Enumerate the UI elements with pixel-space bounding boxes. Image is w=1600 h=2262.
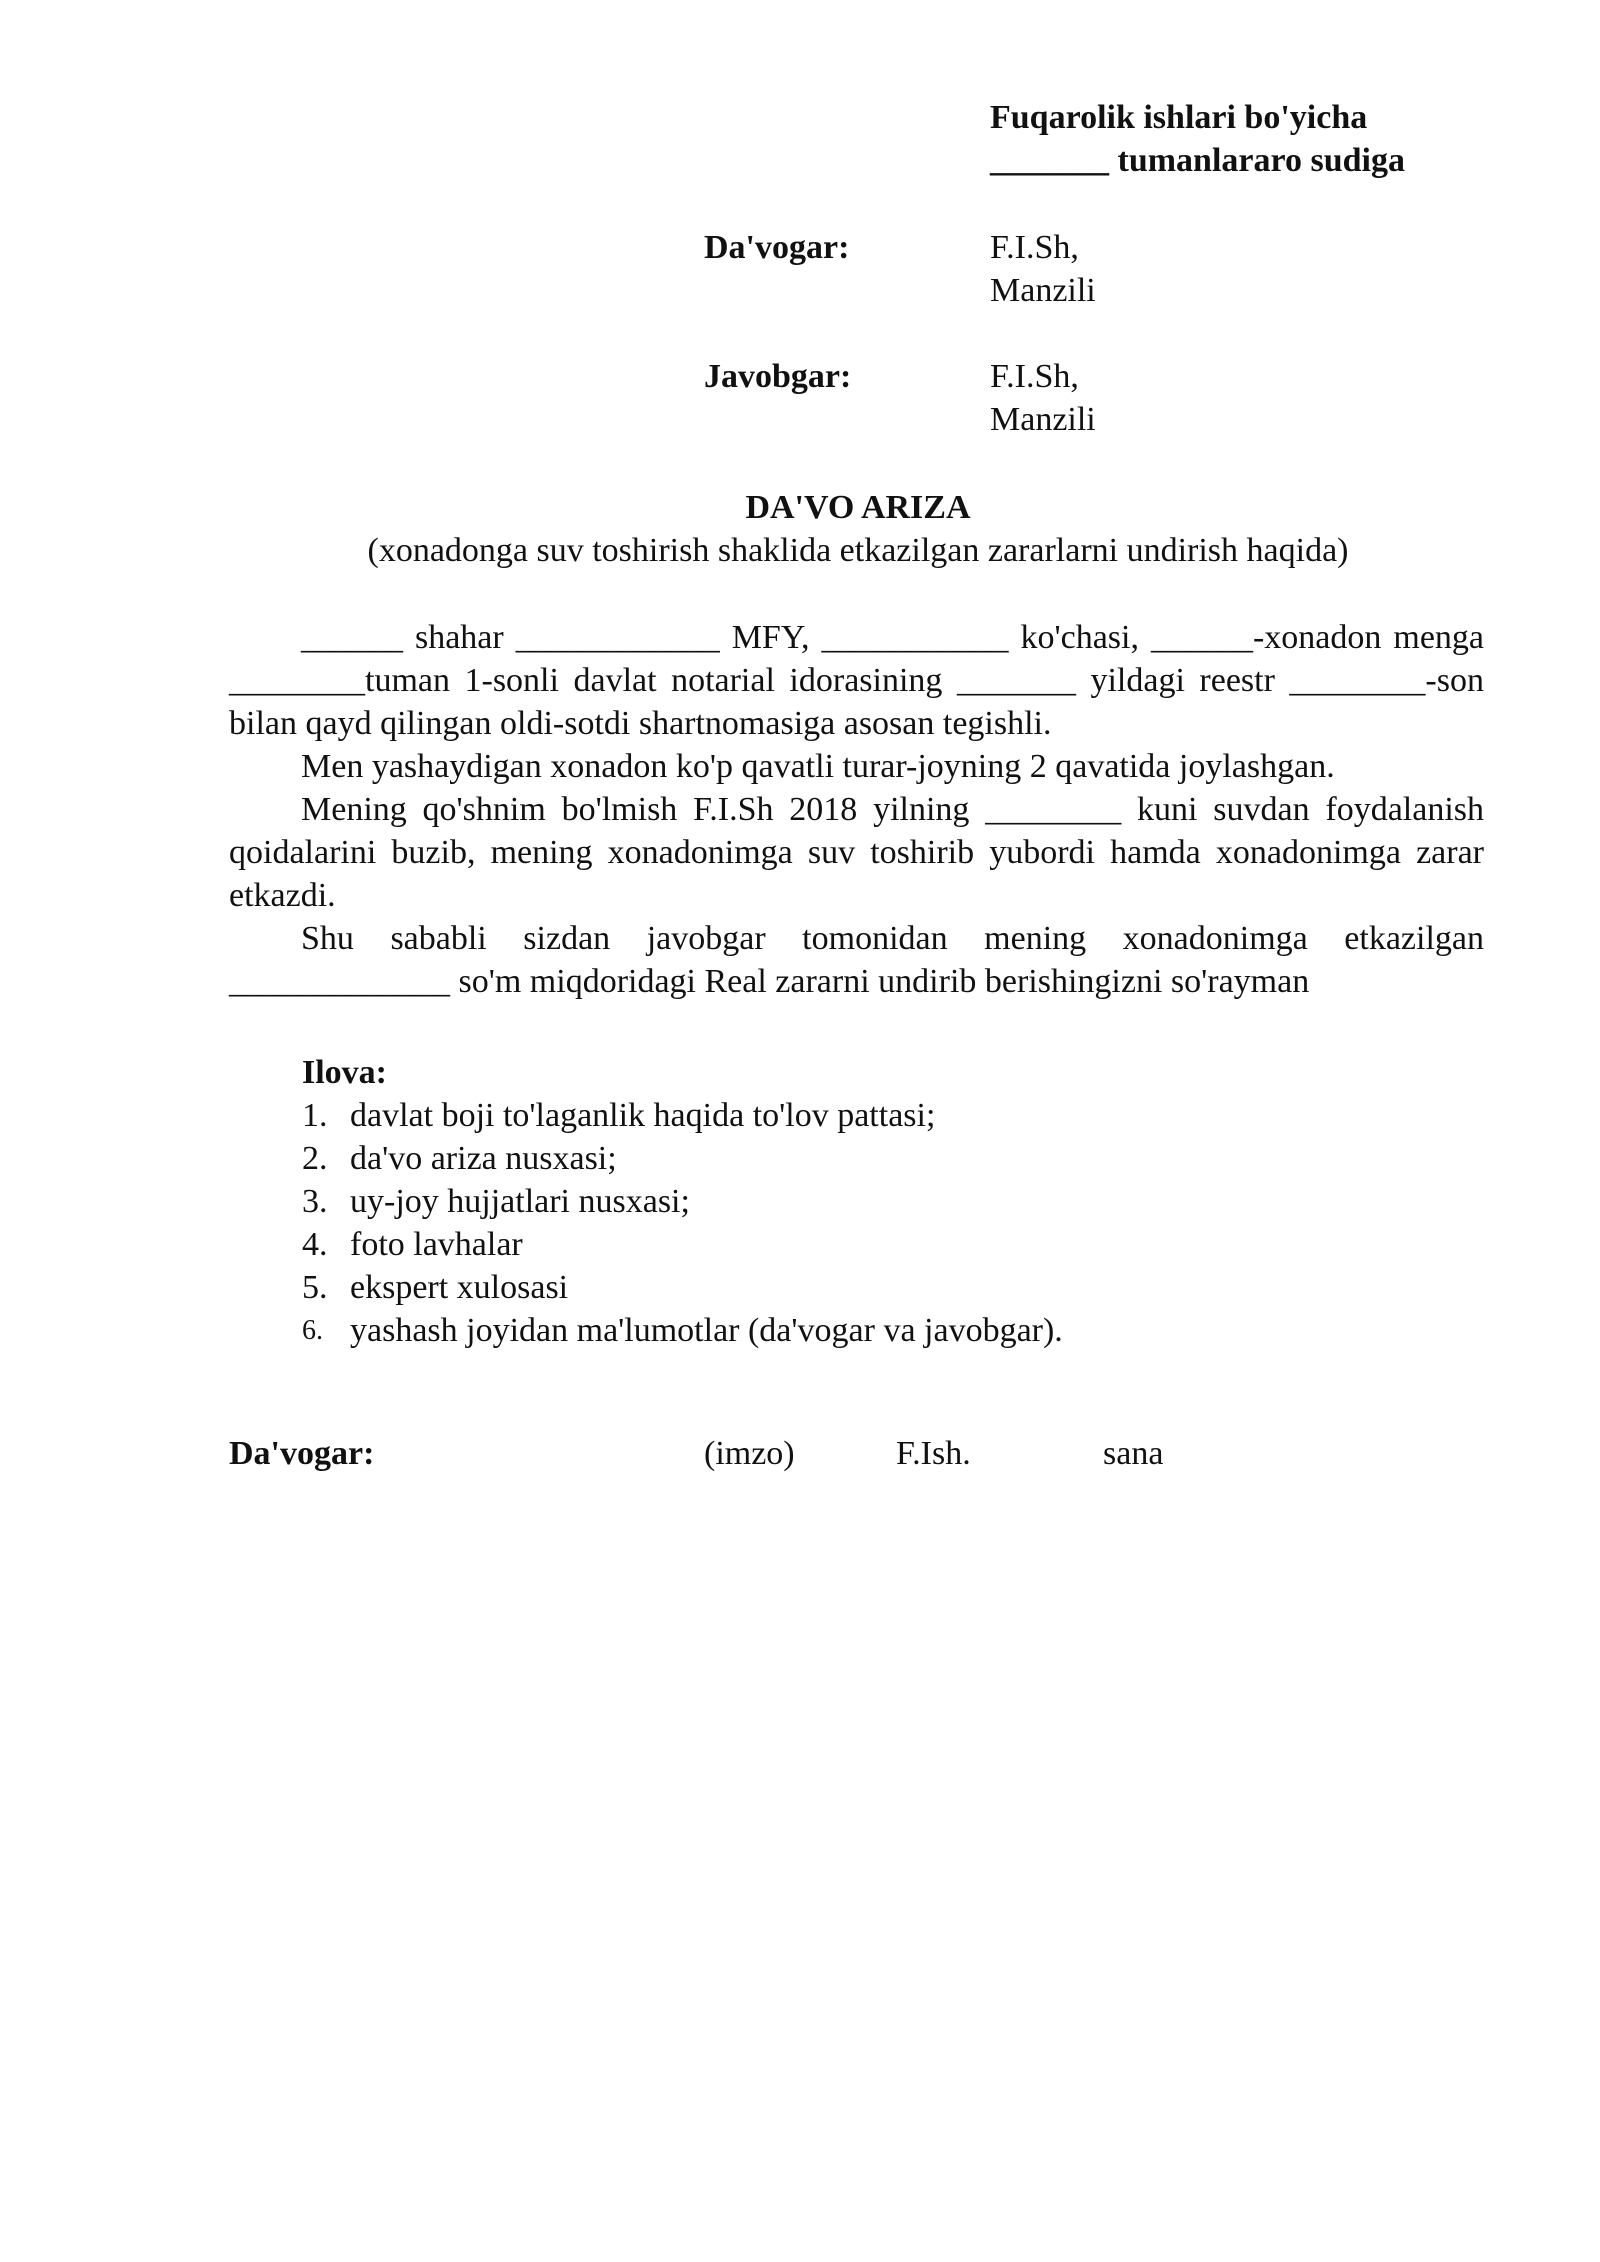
plaintiff-label: Da'vogar:: [704, 229, 850, 266]
document-subtitle: (xonadonga suv toshirish shaklida etkazilgan zararlarni undirish haqida): [367, 532, 1349, 569]
signature-date: sana: [1103, 1435, 1164, 1472]
defendant-label: Javobgar:: [704, 358, 852, 395]
list-item-text: uy-joy hujjatlari nusxasi;: [350, 1183, 690, 1220]
attachments-title: Ilova:: [302, 1054, 387, 1091]
court-address: [990, 96, 1405, 182]
body-paragraph: Shu sababli sizdan javobgar tomonidan mening xonadonimga etkazilgan _____________ so'm miqdoridagi Real zararni undirib berishingizni so'rayman: [229, 920, 1484, 1000]
list-item-text: yashash joyidan ma'lumotlar (da'vogar va javobgar).: [350, 1312, 1063, 1349]
court-line-2: _______ tumanlararo sudiga: [990, 142, 1405, 179]
plaintiff-name: F.I.Sh,: [990, 229, 1079, 266]
document-title: DA'VO ARIZA: [745, 489, 971, 526]
list-item-text: davlat boji to'laganlik haqida to'lov pattasi;: [350, 1097, 936, 1134]
list-item-number: 3.: [302, 1183, 328, 1220]
signature-placeholder: (imzo): [704, 1435, 795, 1472]
list-item-number: 6.: [302, 1315, 323, 1346]
plaintiff-address: Manzili: [990, 272, 1096, 309]
defendant-address: Manzili: [990, 401, 1096, 438]
signature-label: Da'vogar:: [229, 1435, 375, 1472]
body-paragraph: Men yashaydigan xonadon ko'p qavatli turar-joyning 2 qavatida joylashgan.: [301, 748, 1335, 785]
signature-name: F.Ish.: [896, 1435, 971, 1472]
list-item-text: da'vo ariza nusxasi;: [350, 1140, 617, 1177]
body-paragraph: ______ shahar ____________ MFY, ___________ ko'chasi, ______-xonadon menga ________tuman 1-sonli davlat notarial idorasining _______ yildagi reestr ________-son bilan qayd qilingan oldi-sotdi shartnomasiga asosan tegishli.: [229, 619, 1484, 742]
defendant-details: [990, 355, 1096, 441]
list-item-number: 4.: [302, 1226, 328, 1263]
list-item-number: 1.: [302, 1097, 328, 1134]
court-line-1: Fuqarolik ishlari bo'yicha: [990, 99, 1368, 136]
list-item-number: 2.: [302, 1140, 328, 1177]
plaintiff-details: [990, 226, 1096, 312]
defendant-name: F.I.Sh,: [990, 358, 1079, 395]
list-item-number: 5.: [302, 1269, 328, 1306]
claim-body: [229, 616, 1484, 1003]
body-paragraph: Mening qo'shnim bo'lmish F.I.Sh 2018 yilning ________ kuni suvdan foydalanish qoidalarini buzib, mening xonadonimga suv toshirib yubordi hamda xonadonimga zarar etkazdi.: [229, 791, 1484, 914]
list-item-text: foto lavhalar: [350, 1226, 523, 1263]
list-item-text: ekspert xulosasi: [350, 1269, 569, 1306]
